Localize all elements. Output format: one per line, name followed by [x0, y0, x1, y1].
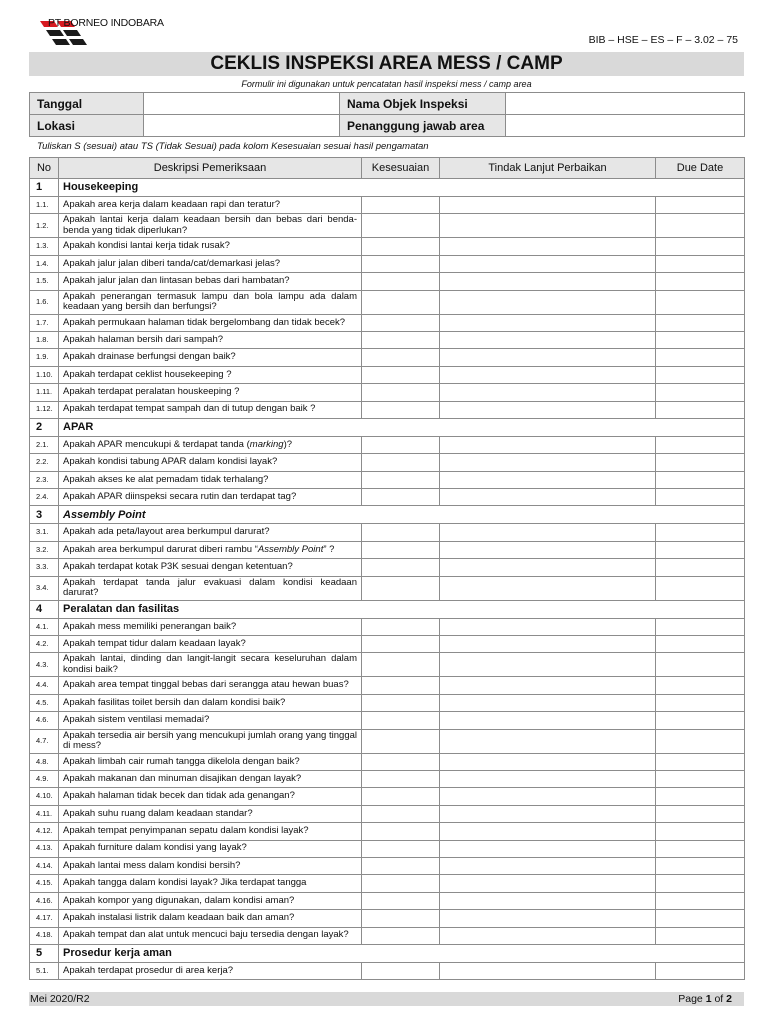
checklist-row	[30, 962, 745, 979]
info-table	[29, 92, 745, 137]
section-number: 5	[30, 944, 59, 962]
section-number: 3	[30, 506, 59, 524]
kesesuaian-cell[interactable]	[362, 636, 440, 653]
kesesuaian-cell[interactable]	[362, 840, 440, 857]
due-date-cell[interactable]	[656, 214, 745, 238]
section-spacer	[362, 179, 745, 197]
checklist-row	[30, 875, 745, 892]
item-description: Apakah mess memiliki penerangan baik?	[59, 618, 362, 635]
item-description: Apakah halaman tidak becek dan tidak ada genangan?	[59, 788, 362, 805]
item-description: Apakah area berkumpul darurat diberi rambu “Assembly Point” ?	[59, 541, 362, 558]
due-date-cell[interactable]	[656, 618, 745, 635]
item-description: Apakah permukaan halaman tidak bergelombang dan tidak becek?	[59, 314, 362, 331]
tindak-lanjut-cell[interactable]	[440, 823, 656, 840]
due-date-cell[interactable]	[656, 255, 745, 272]
checklist-row	[30, 290, 745, 314]
section-row	[30, 600, 745, 618]
tindak-lanjut-cell[interactable]	[440, 559, 656, 576]
tindak-lanjut-cell[interactable]	[440, 471, 656, 488]
objek-field[interactable]	[506, 93, 745, 115]
due-date-cell[interactable]	[656, 805, 745, 822]
tindak-lanjut-cell[interactable]	[440, 489, 656, 506]
item-number: 4.14.	[30, 857, 59, 874]
checklist-row	[30, 927, 745, 944]
kesesuaian-cell[interactable]	[362, 290, 440, 314]
due-date-cell[interactable]	[656, 823, 745, 840]
item-description: Apakah lantai kerja dalam keadaan bersih dan bebas dari benda-benda yang tidak diperlukan?	[59, 214, 362, 238]
item-description: Apakah halaman bersih dari sampah?	[59, 331, 362, 348]
item-description: Apakah furniture dalam kondisi yang layak?	[59, 840, 362, 857]
kesesuaian-cell[interactable]	[362, 471, 440, 488]
tindak-lanjut-cell[interactable]	[440, 214, 656, 238]
tindak-lanjut-cell[interactable]	[440, 770, 656, 787]
checklist-row	[30, 694, 745, 711]
tindak-lanjut-cell[interactable]	[440, 541, 656, 558]
item-number: 2.2.	[30, 454, 59, 471]
objek-label: Nama Objek Inspeksi	[340, 93, 506, 115]
item-number: 4.10.	[30, 788, 59, 805]
due-date-cell[interactable]	[656, 927, 745, 944]
kesesuaian-cell[interactable]	[362, 770, 440, 787]
due-date-cell[interactable]	[656, 541, 745, 558]
item-description: Apakah kondisi tabung APAR dalam kondisi layak?	[59, 454, 362, 471]
item-number: 4.4.	[30, 677, 59, 694]
tindak-lanjut-cell[interactable]	[440, 454, 656, 471]
section-spacer	[362, 418, 745, 436]
section-spacer	[362, 506, 745, 524]
item-number: 4.6.	[30, 712, 59, 729]
checklist-row	[30, 712, 745, 729]
item-number: 1.9.	[30, 349, 59, 366]
item-description: Apakah drainase berfungsi dengan baik?	[59, 349, 362, 366]
tanggal-label: Tanggal	[30, 93, 144, 115]
checklist-row	[30, 401, 745, 418]
checklist-row	[30, 770, 745, 787]
tanggal-field[interactable]	[144, 93, 340, 115]
kesesuaian-cell[interactable]	[362, 331, 440, 348]
tindak-lanjut-cell[interactable]	[440, 840, 656, 857]
item-description: Apakah tempat dan alat untuk mencuci baju tersedia dengan layak?	[59, 927, 362, 944]
tindak-lanjut-cell[interactable]	[440, 618, 656, 635]
item-description: Apakah limbah cair rumah tangga dikelola dengan baik?	[59, 753, 362, 770]
checklist-row	[30, 366, 745, 383]
item-description: Apakah area tempat tinggal bebas dari serangga atau hewan buas?	[59, 677, 362, 694]
section-spacer	[362, 944, 745, 962]
item-description: Apakah terdapat tanda jalur evakuasi dalam kondisi keadaan darurat?	[59, 576, 362, 600]
tindak-lanjut-cell[interactable]	[440, 524, 656, 541]
tindak-lanjut-cell[interactable]	[440, 910, 656, 927]
checklist-row	[30, 471, 745, 488]
page-of: of	[714, 993, 724, 1005]
due-date-cell[interactable]	[656, 729, 745, 753]
due-date-cell[interactable]	[656, 401, 745, 418]
checklist-row	[30, 729, 745, 753]
due-date-cell[interactable]	[656, 273, 745, 290]
kesesuaian-cell[interactable]	[362, 576, 440, 600]
item-number: 4.12.	[30, 823, 59, 840]
kesesuaian-cell[interactable]	[362, 618, 440, 635]
item-description: Apakah tersedia air bersih yang mencukupi jumlah orang yang tinggal di mess?	[59, 729, 362, 753]
section-title: APAR	[59, 418, 362, 436]
item-number: 1.8.	[30, 331, 59, 348]
tindak-lanjut-cell[interactable]	[440, 314, 656, 331]
section-number: 4	[30, 600, 59, 618]
item-description: Apakah APAR mencukupi & terdapat tanda (marking)?	[59, 436, 362, 453]
tindak-lanjut-cell[interactable]	[440, 436, 656, 453]
item-description: Apakah area kerja dalam keadaan rapi dan teratur?	[59, 197, 362, 214]
item-number: 3.1.	[30, 524, 59, 541]
item-number: 4.8.	[30, 753, 59, 770]
item-description: Apakah fasilitas toilet bersih dan dalam kondisi baik?	[59, 694, 362, 711]
kesesuaian-cell[interactable]	[362, 927, 440, 944]
item-number: 4.5.	[30, 694, 59, 711]
kesesuaian-cell[interactable]	[362, 349, 440, 366]
kesesuaian-cell[interactable]	[362, 454, 440, 471]
tindak-lanjut-cell[interactable]	[440, 694, 656, 711]
form-subtitle: Formulir ini digunakan untuk pencatatan hasil inspeksi mess / camp area	[241, 79, 532, 89]
page-total: 2	[726, 993, 732, 1005]
tindak-lanjut-cell[interactable]	[440, 892, 656, 909]
due-date-cell[interactable]	[656, 770, 745, 787]
checklist-row	[30, 454, 745, 471]
item-description: Apakah tangga dalam kondisi layak? Jika terdapat tangga	[59, 875, 362, 892]
section-row	[30, 418, 745, 436]
kesesuaian-cell[interactable]	[362, 197, 440, 214]
item-number: 4.15.	[30, 875, 59, 892]
checklist-row	[30, 273, 745, 290]
pj-label: Penanggung jawab area	[340, 115, 506, 137]
section-row	[30, 944, 745, 962]
kesesuaian-cell[interactable]	[362, 677, 440, 694]
kesesuaian-cell[interactable]	[362, 823, 440, 840]
due-date-cell[interactable]	[656, 290, 745, 314]
tindak-lanjut-cell[interactable]	[440, 636, 656, 653]
kesesuaian-cell[interactable]	[362, 384, 440, 401]
item-description: Apakah APAR diinspeksi secara rutin dan terdapat tag?	[59, 489, 362, 506]
due-date-cell[interactable]	[656, 962, 745, 979]
tindak-lanjut-cell[interactable]	[440, 290, 656, 314]
kesesuaian-cell[interactable]	[362, 892, 440, 909]
col-header-no: No	[30, 158, 59, 179]
kesesuaian-cell[interactable]	[362, 910, 440, 927]
item-number: 3.2.	[30, 541, 59, 558]
item-description: Apakah tempat tidur dalam keadaan layak?	[59, 636, 362, 653]
tindak-lanjut-cell[interactable]	[440, 712, 656, 729]
item-number: 4.3.	[30, 653, 59, 677]
col-header-due: Due Date	[656, 158, 745, 179]
due-date-cell[interactable]	[656, 788, 745, 805]
item-number: 1.11.	[30, 384, 59, 401]
checklist-row	[30, 823, 745, 840]
document-code: BIB – HSE – ES – F – 3.02 – 75	[588, 34, 738, 46]
col-header-tindak: Tindak Lanjut Perbaikan	[440, 158, 656, 179]
checklist-row	[30, 892, 745, 909]
checklist-row	[30, 349, 745, 366]
item-description: Apakah terdapat tempat sampah dan di tutup dengan baik ?	[59, 401, 362, 418]
tindak-lanjut-cell[interactable]	[440, 875, 656, 892]
kesesuaian-cell[interactable]	[362, 214, 440, 238]
item-number: 1.12.	[30, 401, 59, 418]
form-title: CEKLIS INSPEKSI AREA MESS / CAMP	[29, 52, 744, 76]
item-description: Apakah lantai, dinding dan langit-langit secara keseluruhan dalam kondisi baik?	[59, 653, 362, 677]
due-date-cell[interactable]	[656, 694, 745, 711]
item-description: Apakah sistem ventilasi memadai?	[59, 712, 362, 729]
due-date-cell[interactable]	[656, 840, 745, 857]
kesesuaian-cell[interactable]	[362, 875, 440, 892]
kesesuaian-cell[interactable]	[362, 962, 440, 979]
due-date-cell[interactable]	[656, 349, 745, 366]
kesesuaian-cell[interactable]	[362, 366, 440, 383]
tindak-lanjut-cell[interactable]	[440, 366, 656, 383]
tindak-lanjut-cell[interactable]	[440, 677, 656, 694]
checklist-row	[30, 910, 745, 927]
due-date-cell[interactable]	[656, 576, 745, 600]
checklist-row	[30, 524, 745, 541]
item-number: 1.7.	[30, 314, 59, 331]
due-date-cell[interactable]	[656, 238, 745, 255]
section-row	[30, 506, 745, 524]
due-date-cell[interactable]	[656, 331, 745, 348]
item-number: 4.11.	[30, 805, 59, 822]
item-description: Apakah makanan dan minuman disajikan dengan layak?	[59, 770, 362, 787]
page-current: 1	[705, 993, 712, 1005]
checklist-row	[30, 255, 745, 272]
due-date-cell[interactable]	[656, 636, 745, 653]
page-indicator	[678, 993, 732, 1005]
kesesuaian-cell[interactable]	[362, 255, 440, 272]
item-description: Apakah terdapat prosedur di area kerja?	[59, 962, 362, 979]
item-description: Apakah terdapat ceklist housekeeping ?	[59, 366, 362, 383]
tindak-lanjut-cell[interactable]	[440, 927, 656, 944]
item-number: 4.18.	[30, 927, 59, 944]
checklist-row	[30, 489, 745, 506]
item-number: 1.5.	[30, 273, 59, 290]
item-description: Apakah terdapat peralatan houskeeping ?	[59, 384, 362, 401]
checklist-row	[30, 559, 745, 576]
tindak-lanjut-cell[interactable]	[440, 788, 656, 805]
instruction-note: Tuliskan S (sesuai) atau TS (Tidak Sesuai) pada kolom Kesesuaian sesuai hasil pengamatan	[37, 141, 429, 152]
item-number: 1.3.	[30, 238, 59, 255]
tindak-lanjut-cell[interactable]	[440, 729, 656, 753]
checklist-row	[30, 238, 745, 255]
kesesuaian-cell[interactable]	[362, 314, 440, 331]
kesesuaian-cell[interactable]	[362, 805, 440, 822]
tindak-lanjut-cell[interactable]	[440, 349, 656, 366]
due-date-cell[interactable]	[656, 753, 745, 770]
company-name: PT BORNEO INDOBARA	[48, 17, 164, 29]
footer-bar	[29, 992, 744, 1006]
due-date-cell[interactable]	[656, 875, 745, 892]
item-description: Apakah penerangan termasuk lampu dan bola lampu ada dalam keadaan yang bersih dan berfungsi?	[59, 290, 362, 314]
item-description: Apakah kondisi lantai kerja tidak rusak?	[59, 238, 362, 255]
kesesuaian-cell[interactable]	[362, 238, 440, 255]
kesesuaian-cell[interactable]	[362, 524, 440, 541]
checklist-row	[30, 541, 745, 558]
kesesuaian-cell[interactable]	[362, 653, 440, 677]
item-number: 1.2.	[30, 214, 59, 238]
kesesuaian-cell[interactable]	[362, 712, 440, 729]
kesesuaian-cell[interactable]	[362, 729, 440, 753]
item-description: Apakah instalasi listrik dalam keadaan baik dan aman?	[59, 910, 362, 927]
kesesuaian-cell[interactable]	[362, 753, 440, 770]
kesesuaian-cell[interactable]	[362, 489, 440, 506]
due-date-cell[interactable]	[656, 384, 745, 401]
checklist-row	[30, 384, 745, 401]
checklist-row	[30, 857, 745, 874]
kesesuaian-cell[interactable]	[362, 273, 440, 290]
due-date-cell[interactable]	[656, 471, 745, 488]
kesesuaian-cell[interactable]	[362, 559, 440, 576]
kesesuaian-cell[interactable]	[362, 401, 440, 418]
due-date-cell[interactable]	[656, 197, 745, 214]
due-date-cell[interactable]	[656, 489, 745, 506]
checklist-row	[30, 753, 745, 770]
checklist-table	[29, 157, 745, 980]
kesesuaian-cell[interactable]	[362, 436, 440, 453]
kesesuaian-cell[interactable]	[362, 541, 440, 558]
checklist-row	[30, 331, 745, 348]
lokasi-label: Lokasi	[30, 115, 144, 137]
tindak-lanjut-cell[interactable]	[440, 255, 656, 272]
due-date-cell[interactable]	[656, 559, 745, 576]
pj-field[interactable]	[506, 115, 745, 137]
item-number: 4.13.	[30, 840, 59, 857]
section-row	[30, 179, 745, 197]
item-description: Apakah terdapat kotak P3K sesuai dengan ketentuan?	[59, 559, 362, 576]
tindak-lanjut-cell[interactable]	[440, 962, 656, 979]
section-title: Prosedur kerja aman	[59, 944, 362, 962]
item-number: 4.17.	[30, 910, 59, 927]
checklist-row	[30, 653, 745, 677]
checklist-row	[30, 618, 745, 635]
item-number: 3.3.	[30, 559, 59, 576]
item-number: 1.10.	[30, 366, 59, 383]
checklist-row	[30, 576, 745, 600]
section-spacer	[362, 600, 745, 618]
kesesuaian-cell[interactable]	[362, 857, 440, 874]
item-description: Apakah kompor yang digunakan, dalam kondisi aman?	[59, 892, 362, 909]
item-description: Apakah jalur jalan dan lintasan bebas dari hambatan?	[59, 273, 362, 290]
tindak-lanjut-cell[interactable]	[440, 273, 656, 290]
tindak-lanjut-cell[interactable]	[440, 238, 656, 255]
checklist-row	[30, 805, 745, 822]
kesesuaian-cell[interactable]	[362, 694, 440, 711]
due-date-cell[interactable]	[656, 677, 745, 694]
checklist-row	[30, 636, 745, 653]
due-date-cell[interactable]	[656, 892, 745, 909]
checklist-row	[30, 788, 745, 805]
due-date-cell[interactable]	[656, 366, 745, 383]
checklist-row	[30, 840, 745, 857]
section-title: Housekeeping	[59, 179, 362, 197]
item-number: 4.9.	[30, 770, 59, 787]
item-number: 5.1.	[30, 962, 59, 979]
item-description: Apakah suhu ruang dalam keadaan standar?	[59, 805, 362, 822]
due-date-cell[interactable]	[656, 910, 745, 927]
tindak-lanjut-cell[interactable]	[440, 857, 656, 874]
due-date-cell[interactable]	[656, 653, 745, 677]
tindak-lanjut-cell[interactable]	[440, 384, 656, 401]
tindak-lanjut-cell[interactable]	[440, 576, 656, 600]
tindak-lanjut-cell[interactable]	[440, 753, 656, 770]
item-number: 3.4.	[30, 576, 59, 600]
section-title: Peralatan dan fasilitas	[59, 600, 362, 618]
item-number: 1.6.	[30, 290, 59, 314]
due-date-cell[interactable]	[656, 857, 745, 874]
item-number: 1.4.	[30, 255, 59, 272]
item-description: Apakah jalur jalan diberi tanda/cat/demarkasi jelas?	[59, 255, 362, 272]
item-number: 4.7.	[30, 729, 59, 753]
col-header-kesesuaian: Kesesuaian	[362, 158, 440, 179]
tindak-lanjut-cell[interactable]	[440, 653, 656, 677]
item-description: Apakah lantai mess dalam kondisi bersih?	[59, 857, 362, 874]
tindak-lanjut-cell[interactable]	[440, 805, 656, 822]
item-description: Apakah akses ke alat pemadam tidak terhalang?	[59, 471, 362, 488]
col-header-desc: Deskripsi Pemeriksaan	[59, 158, 362, 179]
item-number: 1.1.	[30, 197, 59, 214]
section-number: 2	[30, 418, 59, 436]
page-prefix: Page	[678, 993, 703, 1005]
item-description: Apakah ada peta/layout area berkumpul darurat?	[59, 524, 362, 541]
due-date-cell[interactable]	[656, 314, 745, 331]
checklist-row	[30, 677, 745, 694]
item-description: Apakah tempat penyimpanan sepatu dalam kondisi layak?	[59, 823, 362, 840]
section-title: Assembly Point	[59, 506, 362, 524]
item-number: 2.1.	[30, 436, 59, 453]
tindak-lanjut-cell[interactable]	[440, 331, 656, 348]
lokasi-field[interactable]	[144, 115, 340, 137]
checklist-row	[30, 314, 745, 331]
item-number: 2.3.	[30, 471, 59, 488]
kesesuaian-cell[interactable]	[362, 788, 440, 805]
item-number: 2.4.	[30, 489, 59, 506]
checklist-body	[30, 179, 745, 980]
due-date-cell[interactable]	[656, 712, 745, 729]
checklist-row	[30, 436, 745, 453]
item-number: 4.1.	[30, 618, 59, 635]
item-number: 4.2.	[30, 636, 59, 653]
checklist-row	[30, 197, 745, 214]
item-number: 4.16.	[30, 892, 59, 909]
checklist-row	[30, 214, 745, 238]
revision-label: Mei 2020/R2	[30, 993, 90, 1005]
tindak-lanjut-cell[interactable]	[440, 401, 656, 418]
tindak-lanjut-cell[interactable]	[440, 197, 656, 214]
due-date-cell[interactable]	[656, 524, 745, 541]
due-date-cell[interactable]	[656, 436, 745, 453]
due-date-cell[interactable]	[656, 454, 745, 471]
section-number: 1	[30, 179, 59, 197]
